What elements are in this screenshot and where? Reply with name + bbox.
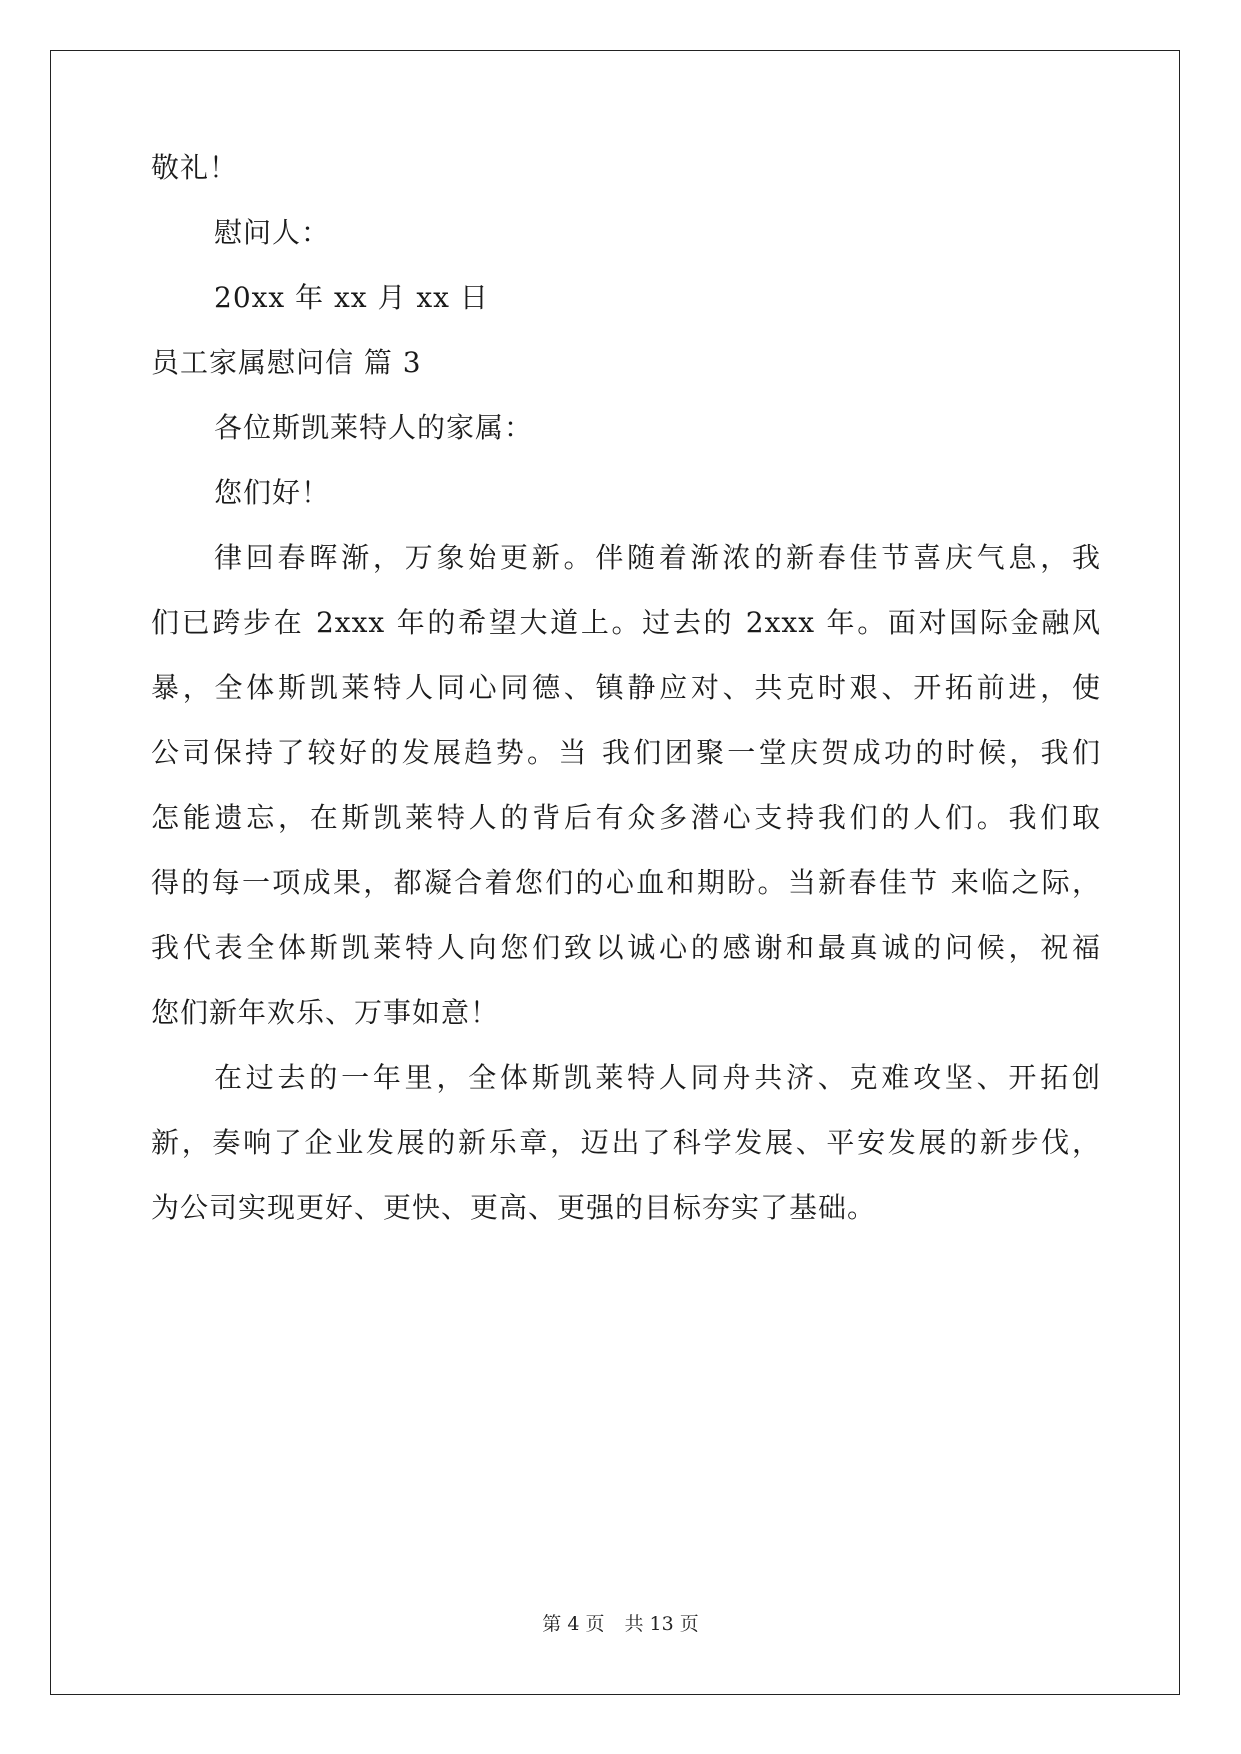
page-total: 共 13 页: [624, 1613, 699, 1635]
section-heading: 员工家属慰问信 篇 3: [151, 346, 422, 379]
paragraph-line: 得的每一项成果，都凝合着您们的心血和期盼。当新春佳节 来临之际，: [151, 866, 1101, 899]
page-footer: [0, 1612, 1241, 1636]
letter-body: [151, 148, 1101, 1228]
paragraph-line: 暴，全体斯凯莱特人同心同德、镇静应对、共克时艰、开拓前进，使: [151, 671, 1101, 704]
paragraph-line: 们已跨步在 2xxx 年的希望大道上。过去的 2xxx 年。面对国际金融风: [151, 606, 1101, 639]
paragraph-line: 新，奏响了企业发展的新乐章，迈出了科学发展、平安发展的新步伐，: [151, 1126, 1101, 1159]
date-line: 20xx 年 xx 月 xx 日: [214, 281, 489, 314]
page-number: 第 4 页: [542, 1613, 605, 1635]
paragraph-1: [151, 538, 1101, 1033]
paragraph-line: 怎能遗忘，在斯凯莱特人的背后有众多潜心支持我们的人们。我们取: [151, 801, 1101, 834]
paragraph-2: [151, 1058, 1101, 1228]
salutation-line: 各位斯凯莱特人的家属：: [214, 411, 534, 444]
closing-line: 敬礼！: [151, 151, 239, 184]
paragraph-line: 我代表全体斯凯莱特人向您们致以诚心的感谢和最真诚的问候，祝福: [151, 931, 1101, 964]
signature-line: 慰问人：: [214, 216, 331, 249]
paragraph-line: 律回春晖渐，万象始更新。伴随着渐浓的新春佳节喜庆气息，我: [214, 541, 1101, 574]
paragraph-line: 为公司实现更好、更快、更高、更强的目标夯实了基础。: [151, 1191, 877, 1224]
paragraph-line: 您们新年欢乐、万事如意！: [151, 996, 500, 1029]
paragraph-line: 在过去的一年里，全体斯凯莱特人同舟共济、克难攻坚、开拓创: [214, 1061, 1101, 1094]
paragraph-line: 公司保持了较好的发展趋势。当 我们团聚一堂庆贺成功的时候，我们: [151, 736, 1101, 769]
greeting-line: 您们好！: [214, 476, 331, 509]
